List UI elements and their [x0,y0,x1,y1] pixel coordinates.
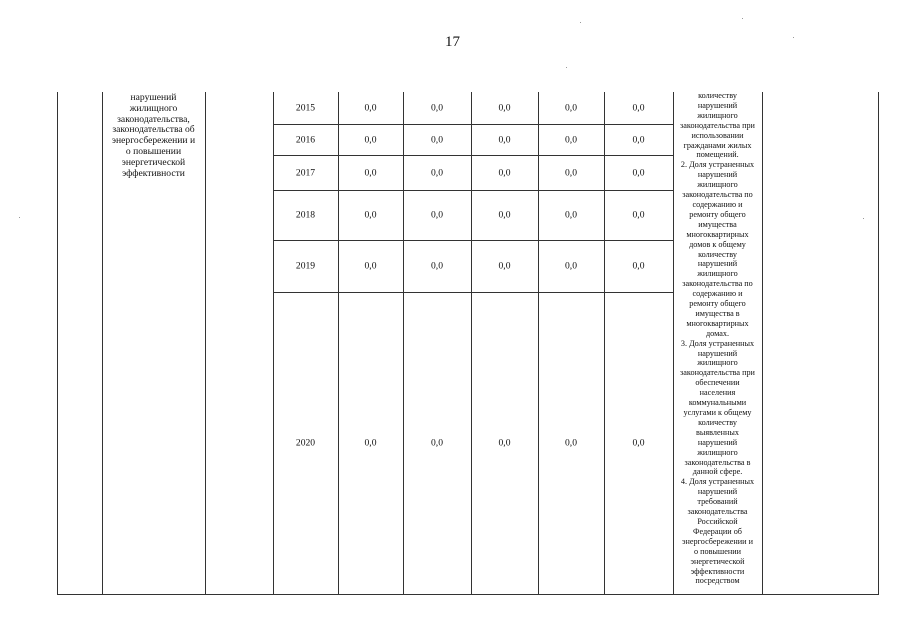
row-border [273,124,673,125]
value-cell: 0,0 [565,167,577,178]
year-cell: 2019 [295,260,316,272]
value-cell: 0,0 [498,102,511,114]
column-border [762,92,763,594]
value-cell: 0,0 [431,134,443,145]
value-cell: 0,0 [498,437,511,449]
row-border [273,190,673,191]
scan-speck [742,18,743,19]
year-cell: 2016 [295,134,316,145]
value-cell: 0,0 [498,167,511,178]
subject-text: нарушений жилищного законодательства, законодательства об энергосбережении и о повышении энергетической эффективности [111,92,196,179]
scan-speck [863,218,864,219]
value-cell: 0,0 [431,260,443,272]
value-cell: 0,0 [632,209,645,221]
indicators-text: количеству нарушений жилищного законодательства при использовании гражданами жилых помещений. 2. Доля устраненных нарушений жилищного законодательства по содержанию и ремонту общего имущества многоквартирных домов к общему количеству нарушений жилищного законодательства по содержанию и ремонту общего имущества в многоквартирных домах. 3. Доля устраненных нарушений жилищного законодательства при обеспечении населения коммунальными услугами к общему количеству выявленных нарушений жилищного законодательства в данной сфере. 4. Доля устраненных нарушений требований законодательства Российской Федерации об энергосбережении и о повышении энергетической эффективности посредством [680,91,755,586]
page-number: 17 [445,34,460,50]
scan-speck [580,22,581,23]
value-cell: 0,0 [632,102,645,114]
value-cell: 0,0 [565,134,577,145]
value-cell: 0,0 [565,102,577,114]
value-cell: 0,0 [565,260,577,272]
value-cell: 0,0 [431,102,443,114]
row-border [273,292,673,293]
value-cell: 0,0 [364,167,377,178]
value-cell: 0,0 [364,260,377,272]
value-cell: 0,0 [498,134,511,145]
value-cell: 0,0 [364,437,377,449]
scan-speck [566,67,567,68]
value-cell: 0,0 [364,134,377,145]
value-cell: 0,0 [632,134,645,145]
value-cell: 0,0 [565,209,577,221]
value-cell: 0,0 [431,167,443,178]
value-cell: 0,0 [431,209,443,221]
value-cell: 0,0 [632,437,645,449]
year-cell: 2020 [295,437,316,449]
value-cell: 0,0 [364,102,377,114]
year-cell: 2017 [295,167,316,178]
scan-speck [19,217,20,218]
row-border [273,240,673,241]
column-border [205,92,206,594]
value-cell: 0,0 [364,209,377,221]
value-cell: 0,0 [565,437,577,449]
value-cell: 0,0 [632,260,645,272]
scan-speck [793,37,794,38]
table-bottom-border [57,594,879,595]
column-border [57,92,58,594]
year-cell: 2015 [295,102,316,114]
row-border [273,155,673,156]
value-cell: 0,0 [431,437,443,449]
value-cell: 0,0 [498,260,511,272]
value-cell: 0,0 [498,209,511,221]
value-cell: 0,0 [632,167,645,178]
year-cell: 2018 [295,209,316,221]
column-border [878,92,879,594]
